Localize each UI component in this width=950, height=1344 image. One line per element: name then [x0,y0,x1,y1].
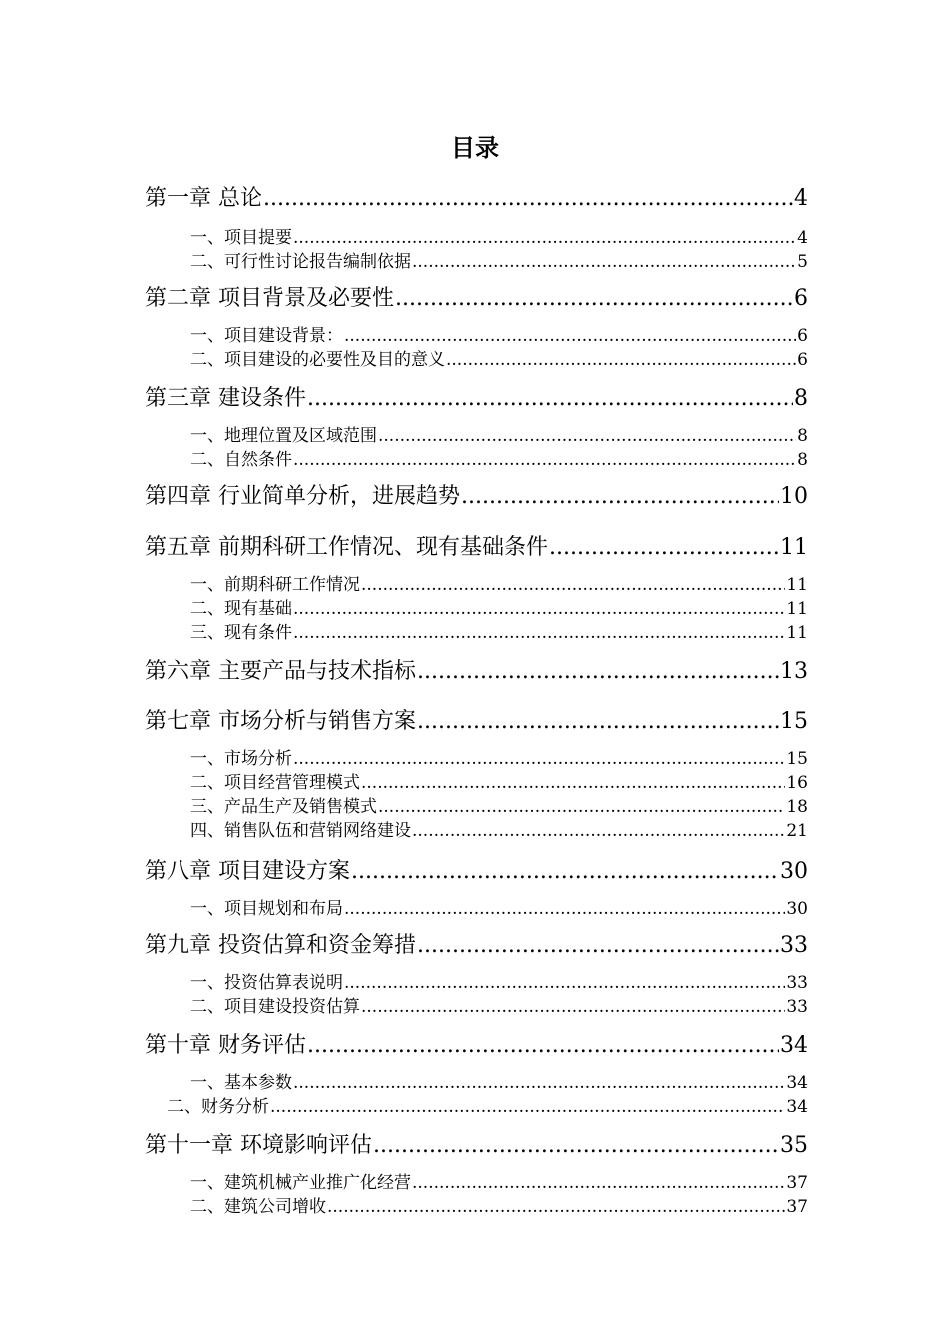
toc-dot-leader [378,424,796,448]
toc-section-entry [190,747,808,771]
toc-entry-label: 二、项目建设的必要性及目的意义 [190,350,445,370]
toc-dot-leader [293,448,796,472]
toc-page-number: 34 [780,1033,808,1058]
toc-section-entry [190,348,808,372]
toc-page-number: 16 [786,773,808,793]
toc-entry-label: 第十章 财务评估 [145,1033,306,1058]
toc-page-number: 34 [786,1097,808,1117]
toc-dot-leader [412,819,785,843]
toc-chapter-entry [145,857,808,887]
toc-dot-leader [378,795,785,819]
toc-entry-label: 二、可行性讨论报告编制依据 [190,252,411,272]
toc-page-number: 11 [786,575,808,595]
toc-entry-label: 第五章 前期科研工作情况、现有基础条件 [145,535,548,560]
toc-dot-leader [361,995,785,1019]
toc-page-number: 33 [786,973,808,993]
toc-chapter-entry [145,931,808,961]
toc-page-number: 34 [786,1073,808,1093]
toc-chapter-entry [145,1031,808,1061]
toc-entry-label: 一、项目建设背景： [190,326,343,346]
toc-page-number: 21 [786,821,808,841]
toc-section-entry [190,971,808,995]
toc-section-entry [190,897,808,921]
toc-chapter-entry [145,1131,808,1161]
toc-entry-label: 二、财务分析 [167,1097,269,1117]
toc-dot-leader [417,931,779,961]
toc-page-number: 11 [786,623,808,643]
toc-page-number: 37 [786,1197,808,1217]
toc-page-number: 35 [780,1133,808,1158]
toc-dot-leader [461,482,779,512]
toc-section-entry [190,1071,808,1095]
toc-section-entry [190,597,808,621]
toc-dot-leader [293,1071,785,1095]
toc-dot-leader [344,971,785,995]
toc-entry-label: 第二章 项目背景及必要性 [145,286,394,311]
toc-chapter-entry [145,184,808,214]
toc-entry-label: 四、销售队伍和营销网络建设 [190,821,411,841]
toc-dot-leader [417,657,779,687]
toc-dot-leader [293,747,785,771]
toc-dot-leader [327,1195,785,1219]
toc-dot-leader [307,1031,779,1061]
toc-section-entry [190,448,808,472]
toc-dot-leader [351,857,779,887]
toc-page-number: 4 [794,186,808,211]
toc-dot-leader [270,1095,785,1119]
toc-section-entry [190,771,808,795]
toc-page-number: 8 [797,426,808,446]
toc-entry-label: 三、现有条件 [190,623,292,643]
toc-dot-leader [412,250,796,274]
toc-entry-label: 一、项目规划和布局 [190,899,343,919]
toc-page-number: 37 [786,1173,808,1193]
toc-section-entry [190,1195,808,1219]
toc-entry-label: 一、基本参数 [190,1073,292,1093]
toc-section-entry [190,226,808,250]
toc-dot-leader [361,771,785,795]
toc-section-entry [190,573,808,597]
toc-dot-leader [549,533,779,563]
toc-section-entry [190,250,808,274]
toc-page-number: 8 [797,450,808,470]
toc-entry-label: 三、产品生产及销售模式 [190,797,377,817]
toc-entry-label: 二、项目经营管理模式 [190,773,360,793]
toc-dot-leader [395,284,793,314]
toc-section-entry [190,424,808,448]
toc-entry-label: 二、项目建设投资估算 [190,997,360,1017]
toc-dot-leader [412,1171,785,1195]
toc-entry-label: 二、现有基础 [190,599,292,619]
toc-chapter-entry [145,482,808,512]
toc-page-number: 8 [794,386,808,411]
toc-entry-label: 一、地理位置及区域范围 [190,426,377,446]
toc-section-entry [190,819,808,843]
toc-page-number: 18 [786,797,808,817]
toc-section-entry [190,795,808,819]
toc-chapter-entry [145,707,808,737]
toc-entry-label: 第十一章 环境影响评估 [145,1133,372,1158]
toc-chapter-entry [145,533,808,563]
toc-dot-leader [293,226,796,250]
toc-page-number: 33 [780,933,808,958]
toc-dot-leader [263,184,793,214]
toc-chapter-entry [145,284,808,314]
toc-page-number: 10 [780,484,808,509]
toc-entry-label: 二、自然条件 [190,450,292,470]
toc-page-number: 15 [780,709,808,734]
toc-entry-label: 第三章 建设条件 [145,386,306,411]
toc-entry-label: 一、项目提要 [190,228,292,248]
toc-section-entry [190,324,808,348]
toc-dot-leader [344,897,785,921]
toc-page-number: 11 [780,535,808,560]
toc-page-number: 6 [794,286,808,311]
toc-section-entry [190,1171,808,1195]
toc-entry-label: 一、建筑机械产业推广化经营 [190,1173,411,1193]
toc-dot-leader [307,384,793,414]
toc-section-entry [190,995,808,1019]
toc-dot-leader [293,621,785,645]
toc-entry-label: 第八章 项目建设方案 [145,859,350,884]
toc-section-entry [167,1095,808,1119]
toc-title: 目录 [451,133,499,162]
toc-entry-label: 第六章 主要产品与技术指标 [145,659,416,684]
toc-entry-label: 二、建筑公司增收 [190,1197,326,1217]
toc-page-number: 4 [797,228,808,248]
toc-chapter-entry [145,657,808,687]
toc-entry-label: 一、前期科研工作情况 [190,575,360,595]
toc-dot-leader [344,324,796,348]
toc-page-number: 30 [780,859,808,884]
toc-page-number: 15 [786,749,808,769]
toc-dot-leader [446,348,796,372]
toc-page-number: 11 [786,599,808,619]
toc-page-number: 6 [797,350,808,370]
toc-entry-label: 一、市场分析 [190,749,292,769]
toc-page-number: 30 [786,899,808,919]
toc-page-number: 33 [786,997,808,1017]
toc-entry-label: 一、投资估算表说明 [190,973,343,993]
toc-page-number: 6 [797,326,808,346]
toc-dot-leader [361,573,785,597]
toc-section-entry [190,621,808,645]
toc-entry-label: 第九章 投资估算和资金筹措 [145,933,416,958]
toc-entry-label: 第七章 市场分析与销售方案 [145,709,416,734]
toc-dot-leader [293,597,785,621]
toc-dot-leader [373,1131,779,1161]
toc-entry-label: 第一章 总论 [145,186,262,211]
toc-entry-label: 第四章 行业简单分析，进展趋势 [145,484,460,509]
toc-chapter-entry [145,384,808,414]
toc-page-number: 5 [797,252,808,272]
toc-page-number: 13 [780,659,808,684]
toc-dot-leader [417,707,779,737]
